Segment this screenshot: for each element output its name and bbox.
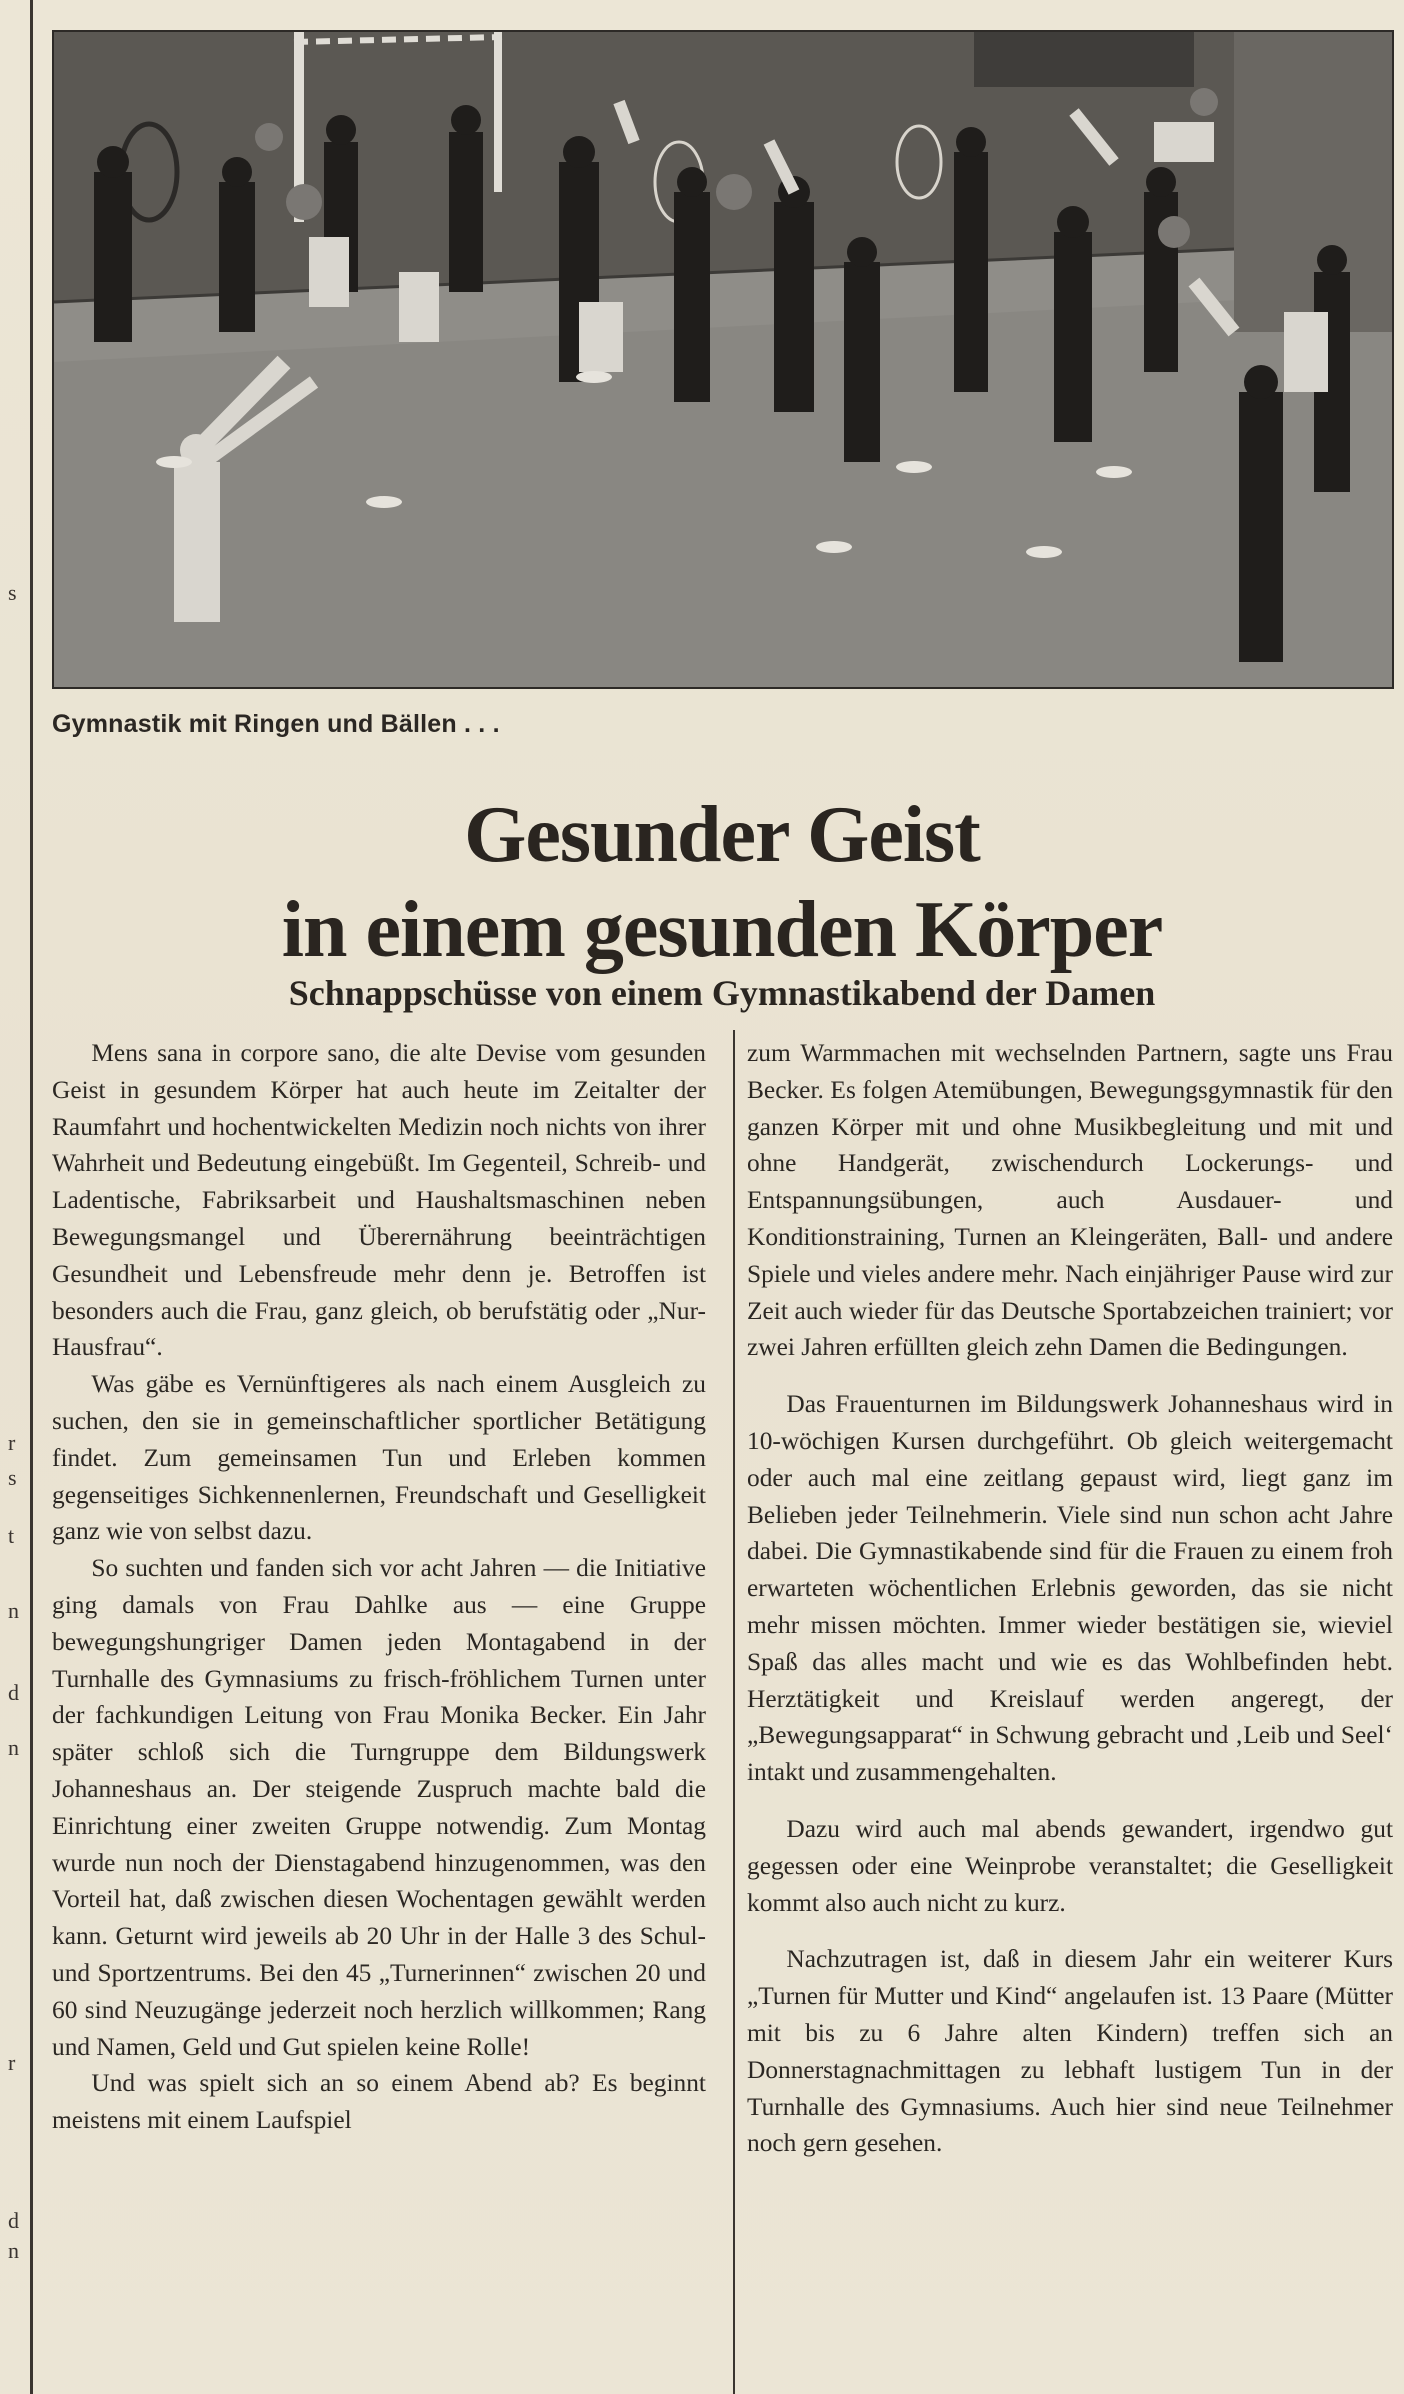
subheadline: Schnappschüsse von einem Gymnastikabend der Damen	[288, 973, 1156, 1013]
margin-fragment: n	[8, 1598, 19, 1623]
headline-line-2: in einem gesunden Körper	[281, 886, 1163, 974]
article-column-2	[747, 1035, 1393, 2162]
photo-caption: Gymnastik mit Ringen und Bällen . . .	[52, 710, 500, 738]
paragraph: Mens sana in corpore sano, die alte Devise vom gesunden Geist in gesundem Körper hat auch heute im Zeitalter der Raumfahrt und hochentwickelten Medizin noch nichts von ihrer Wahrheit und Bedeutung eingebüßt. Im Gegenteil, Schreib- und Ladentische, Fabriksarbeit und Haushaltsmaschinen neben Bewegungsmangel und Überernährung beeinträchtigen Gesundheit und Lebensfreude mehr denn je. Betroffen ist besonders auch die Frau, ganz gleich, ob berufstätig oder „Nur-Hausfrau“.	[52, 1039, 706, 1362]
margin-fragment: s	[8, 580, 17, 605]
margin-fragment: n	[8, 2238, 19, 2263]
gymnastics-photo	[52, 30, 1394, 689]
left-column-rule	[30, 0, 33, 2394]
margin-fragment: t	[8, 1523, 15, 1548]
paragraph: Dazu wird auch mal abends gewandert, irgendwo gut gegessen oder eine Weinprobe veranstaltet; die Geselligkeit kommt also auch nicht zu kurz.	[747, 1814, 1393, 1917]
margin-fragment: d	[8, 2208, 19, 2233]
paragraph: Nachzutragen ist, daß in diesem Jahr ein weiterer Kurs „Turnen für Mutter und Kind“ angelaufen ist. 13 Paare (Mütter mit bis zu 6 Jahre alten Kindern) treffen sich an Donnerstagnachmittagen zu lebhaft lustigem Tun in der Turnhalle des Gymnasiums. Auch hier sind neue Teilnehmer noch gern gesehen.	[747, 1945, 1393, 2158]
article-column-1	[52, 1035, 706, 2139]
paragraph: zum Warmmachen mit wechselnden Partnern, sagte uns Frau Becker. Es folgen Atemübungen, Bewegungsgymnastik für den ganzen Körper mit und ohne Musikbegleitung und mit und ohne Handgerät, zwischendurch Lockerungs- und Entspannungsübungen, auch Ausdauer- und Konditionstraining, Turnen an Kleingeräten, Ball- und andere Spiele und vieles andere mehr. Nach einjähriger Pause wird zur Zeit auch wieder für das Deutsche Sportabzeichen trainiert; vor zwei Jahren erfüllten gleich zehn Damen die Bedingungen.	[747, 1039, 1393, 1362]
margin-fragment: d	[8, 1680, 19, 1705]
margin-fragment: r	[8, 2050, 16, 2075]
paragraph: Was gäbe es Vernünftigeres als nach einem Ausgleich zu suchen, den sie in gemeinschaftlicher sportlicher Betätigung findet. Zum gemeinsamen Tun und Erleben kommen gegenseitiges Sichkennenlernen, Freundschaft und Geselligkeit ganz wie von selbst dazu.	[52, 1370, 706, 1546]
gymnastics-photo-icon	[54, 32, 1392, 687]
paragraph: Das Frauenturnen im Bildungswerk Johanneshaus wird in 10-wöchigen Kursen durchgeführt. Ob gleich weitergemacht oder auch mal eine zeitlang gepaust wird, liegt ganz im Belieben jeder Teilnehmerin. Viele sind nun schon acht Jahre dabei. Die Gymnastikabende sind für die Frauen zu einem froh erwarteten wöchentlichen Erlebnis geworden, das sie nicht mehr missen möchten. Immer wieder bestätigen sie, wieviel Spaß das alles macht und wie es das Wohlbefinden hebt. Herztätigkeit und Kreislauf werden angeregt, der „Bewegungsapparat“ in Schwung gebracht und ‚Leib und Seel‘ intakt und zusammengehalten.	[747, 1390, 1393, 1787]
margin-fragment: n	[8, 1735, 19, 1760]
column-divider	[733, 1030, 735, 2394]
left-margin-fragments	[0, 0, 28, 2394]
paragraph: So suchten und fanden sich vor acht Jahren — die Initiative ging damals von Frau Dahlke aus — eine Gruppe bewegungshungriger Damen jeden Montagabend in der Turnhalle des Gymnasiums zu frisch-fröhlichem Turnen unter der fachkundigen Leitung von Frau Monika Becker. Ein Jahr später schloß sich die Turngruppe dem Bildungswerk Johanneshaus an. Der steigende Zuspruch machte bald die Einrichtung einer zweiten Gruppe notwendig. Zum Montag wurde nun noch der Dienstagabend hinzugenommen, was den Vorteil hat, daß zwischen diesen Wochentagen gewählt werden kann. Geturnt wird jeweils ab 20 Uhr in der Halle 3 des Schul- und Sportzentrums. Bei den 45 „Turnerinnen“ zwischen 20 und 60 sind Neuzugänge jederzeit noch herzlich willkommen; Rang und Namen, Geld und Gut spielen keine Rolle!	[52, 1554, 706, 2061]
margin-fragment: s	[8, 1465, 17, 1490]
margin-fragment: r	[8, 1430, 16, 1455]
paragraph: Und was spielt sich an so einem Abend ab? Es beginnt meistens mit einem Laufspiel	[52, 2069, 706, 2135]
headline-line-1: Gesunder Geist	[464, 791, 980, 879]
